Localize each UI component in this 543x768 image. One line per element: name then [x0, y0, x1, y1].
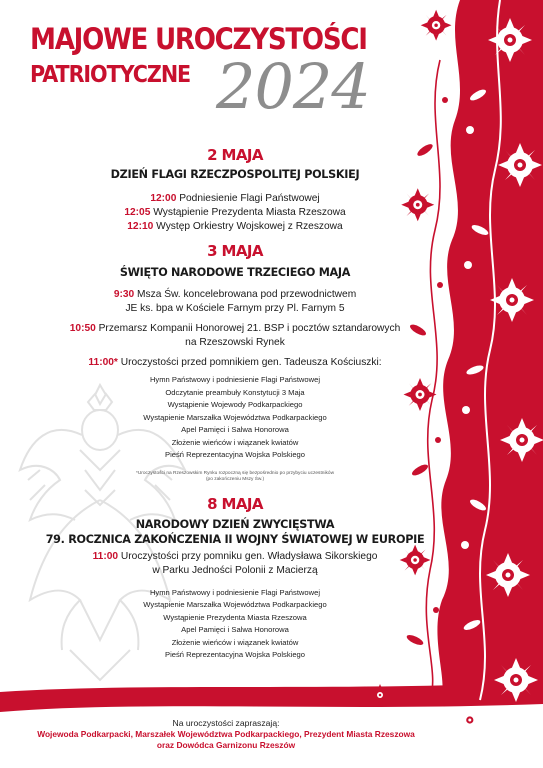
program-item: Apel Pamięci i Salwa Honorowa [181, 425, 289, 434]
program-item: Złożenie wieńców i wiązanek kwiatów [171, 637, 299, 647]
section-date: 8 MAJA [207, 494, 263, 513]
section-title: NARODOWY DZIEŃ ZWYCIĘSTWA [135, 517, 335, 531]
time-label: 11:00* [88, 357, 118, 368]
section-8-maja [28, 495, 442, 662]
section-title: ŚWIĘTO NARODOWE TRZECIEGO MAJA [119, 266, 351, 279]
program-item: Pieśń Reprezentacyjna Wojska Polskiego [165, 650, 305, 659]
schedule-item [28, 220, 442, 234]
program-item: Hymn Państwowy i podniesienie Flagi Państwowej [149, 375, 321, 384]
item-text-cont: na Rzeszowski Rynek [185, 337, 285, 348]
program-item: Wystąpienie Marszałka Województwa Podkarpackiego [143, 600, 327, 609]
footer [0, 718, 452, 751]
program-content [28, 146, 442, 662]
schedule-item [28, 356, 442, 370]
time-label: 12:10 [127, 221, 154, 232]
program-item: Złożenie wieńców i wiązanek kwiatów [171, 437, 299, 447]
item-text: Uroczystości przy pomniku gen. Władysława Sikorskiego [120, 550, 378, 562]
section-date: 2 MAJA [207, 146, 263, 164]
schedule-item [28, 192, 442, 206]
invite-label: Na uroczystości zapraszają: [172, 718, 280, 728]
section-date: 3 MAJA [207, 242, 263, 260]
program-item: Apel Pamięci i Salwa Honorowa [181, 625, 289, 634]
schedule-item [28, 206, 442, 220]
ceremony-program-list [28, 587, 442, 662]
footnote-line: (po zakończeniu Mszy Św.) [205, 476, 265, 482]
time-label: 12:00 [150, 193, 177, 204]
section-title: DZIEŃ FLAGI RZECZPOSPOLITEJ POLSKIEJ [110, 168, 360, 181]
schedule-item [28, 288, 442, 302]
time-label: 9:30 [113, 289, 135, 300]
item-text: Wystąpienie Prezydenta Miasta Rzeszowa [153, 207, 346, 218]
title-line-1: MAJOWE UROCZYSTOŚCI [30, 22, 367, 56]
footnote-line: *Uroczystości na Rzeszowskim Rynku rozpoczną się bezpośrednio po przybyciu uczestników [135, 470, 335, 476]
item-text: Podniesienie Flagi Państwowej [179, 193, 320, 204]
section-3-maja [28, 242, 442, 483]
item-text: Msza Św. koncelebrowana pod przewodnictwem [137, 289, 357, 300]
program-item: Odczytanie preambuły Konstytucji 3 Maja [165, 387, 305, 397]
program-item: Wystąpienie Marszałka Województwa Podkarpackiego [143, 412, 327, 422]
item-text-cont: JE ks. bpa w Kościele Farnym przy Pl. Farnym 5 [125, 303, 345, 314]
item-text-cont: w Parku Jedności Polonii z Macierzą [152, 564, 318, 576]
hosts-line: oraz Dowódca Garnizonu Rzeszów [156, 740, 296, 750]
footnote [28, 471, 442, 483]
hosts-line: Wojewoda Podkarpacki, Marszałek Województwa Podkarpackiego, Prezydent Miasta Rzeszowa [37, 729, 415, 739]
program-item: Wystąpienie Prezydenta Miasta Rzeszowa [163, 612, 307, 622]
item-text: Przemarsz Kompanii Honorowej 21. BSP i pocztów sztandarowych [98, 323, 401, 334]
schedule-item [28, 550, 442, 564]
program-item: Hymn Państwowy i podniesienie Flagi Państwowej [149, 587, 321, 597]
ceremony-program-list [28, 374, 442, 462]
year-label: 2024 [216, 50, 370, 123]
program-item: Pieśń Reprezentacyjna Wojska Polskiego [165, 450, 305, 459]
section-subtitle: 79. ROCZNICA ZAKOŃCZENIA II WOJNY ŚWIATOWEJ W EUROPIE [45, 532, 425, 546]
program-item: Wystąpienie Wojewody Podkarpackiego [167, 400, 303, 409]
schedule-item [28, 322, 442, 336]
time-label: 12:05 [124, 207, 151, 218]
time-label: 10:50 [69, 323, 96, 334]
time-label: 11:00 [92, 550, 119, 562]
section-2-maja [28, 146, 442, 234]
title-line-2: PATRIOTYCZNE [30, 62, 191, 88]
item-text: Występ Orkiestry Wojskowej z Rzeszowa [156, 221, 343, 232]
item-text: Uroczystości przed pomnikiem gen. Tadeusza Kościuszki: [120, 357, 382, 368]
